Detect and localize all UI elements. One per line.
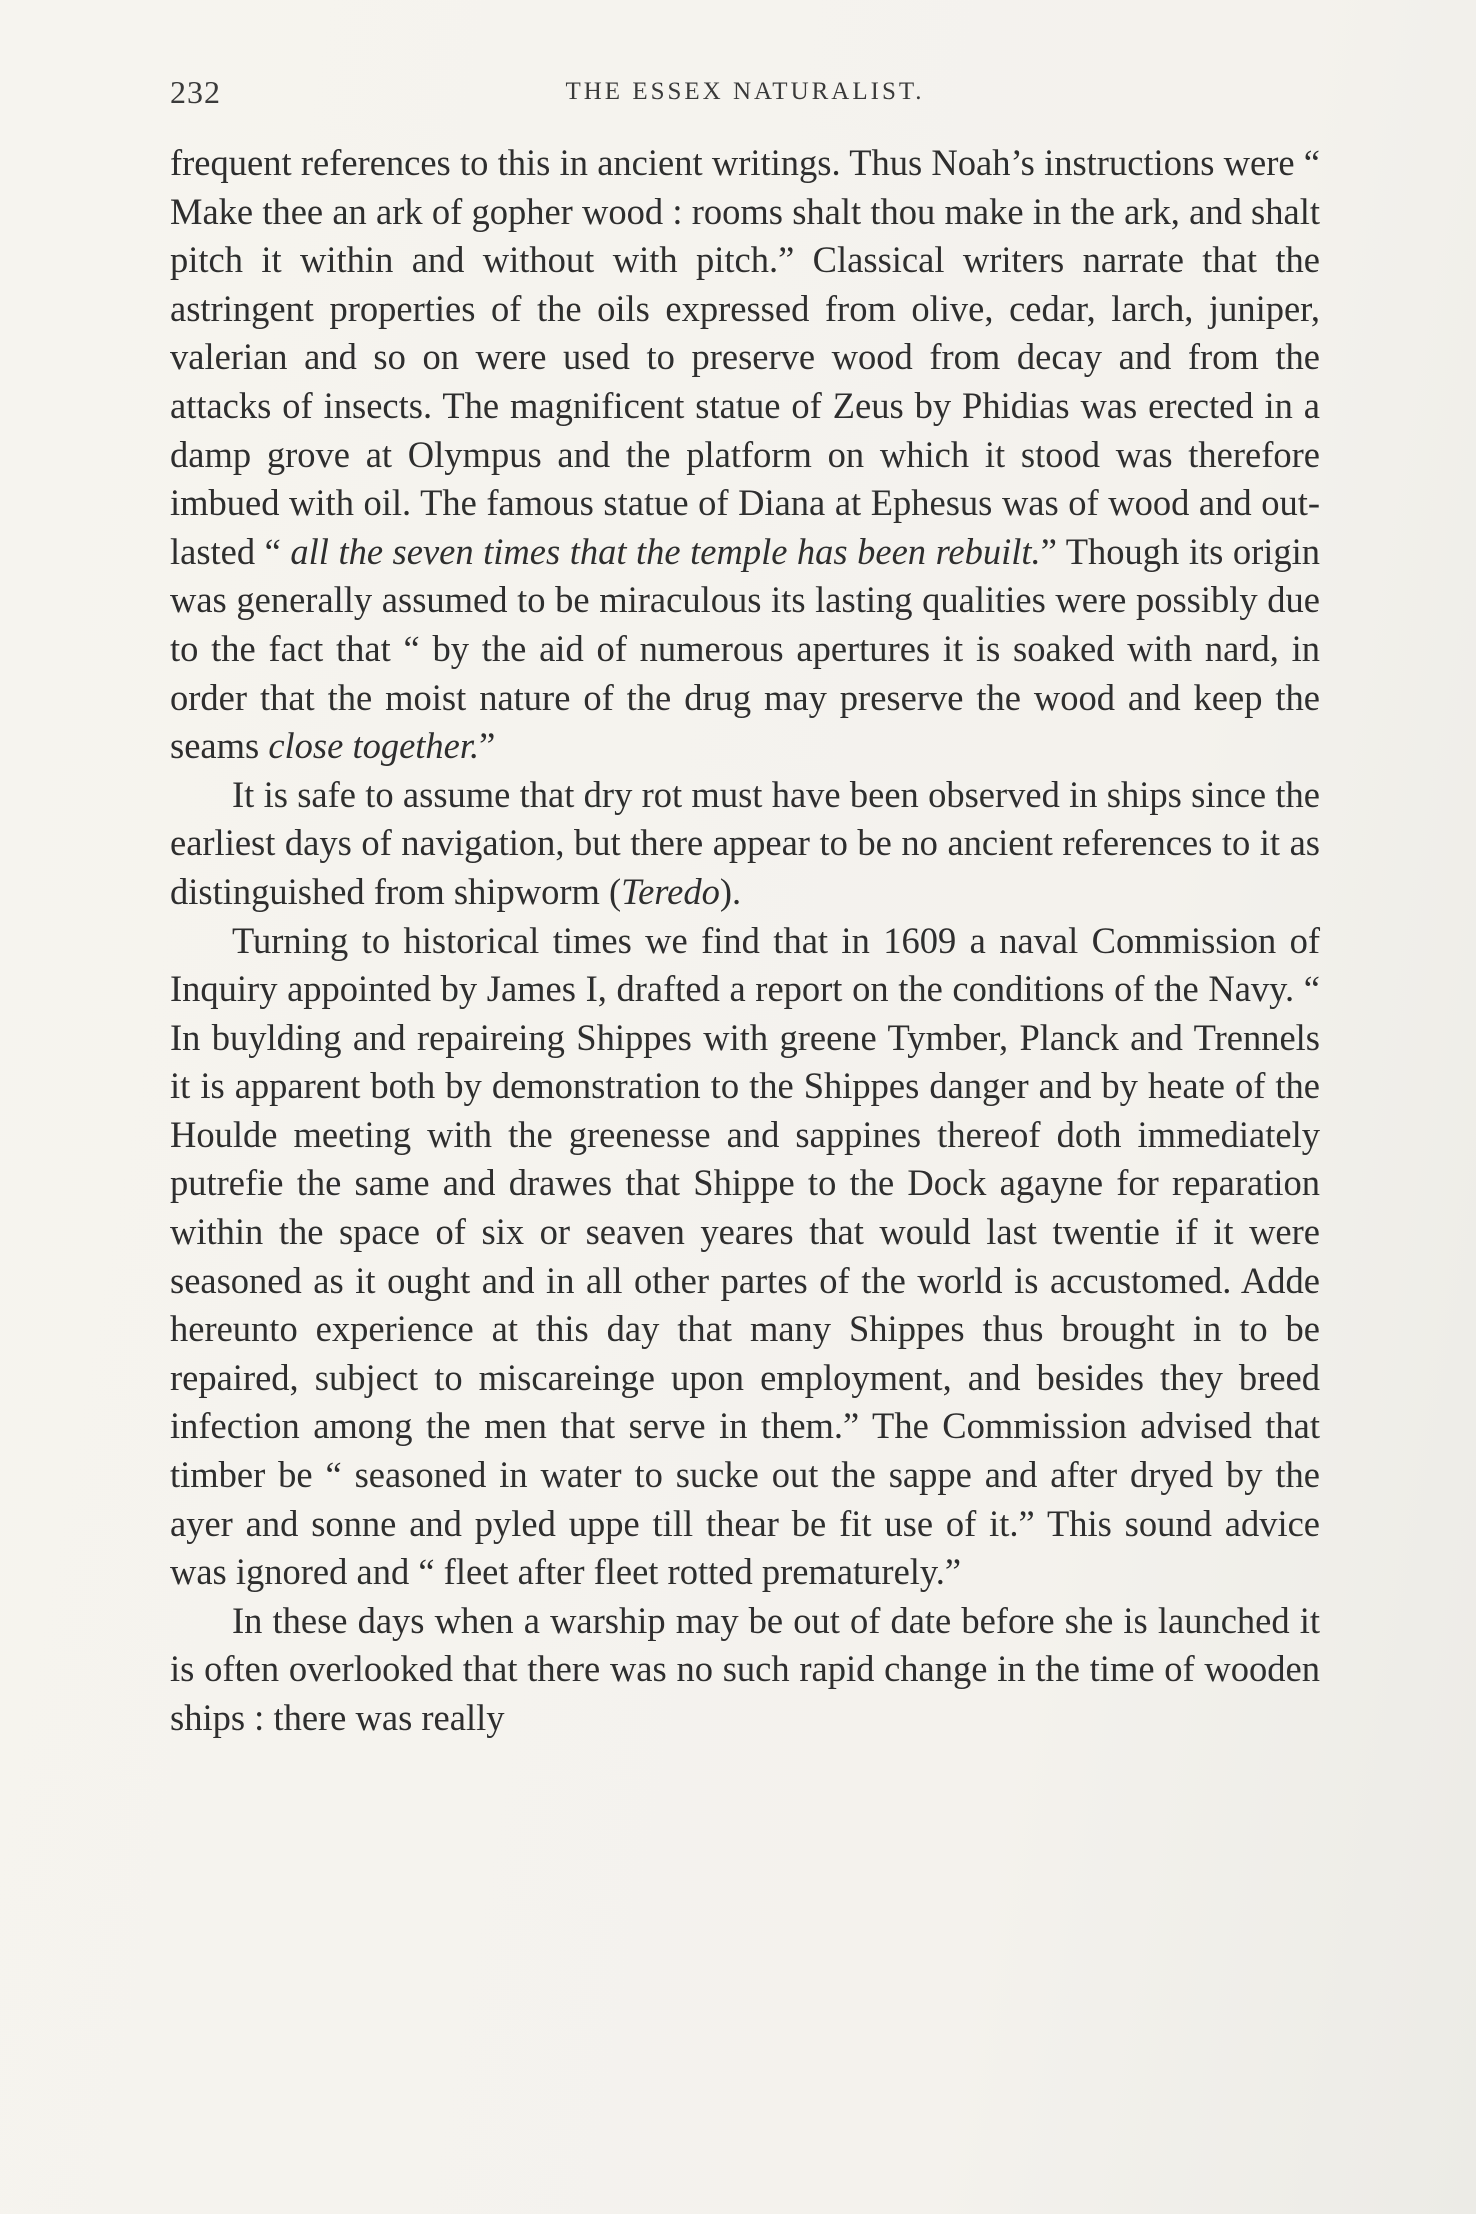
paragraph-dry-rot-ships <box>170 771 1320 917</box>
running-title: THE ESSEX NATURALIST. <box>565 78 925 105</box>
italic-term: Teredo <box>621 870 720 912</box>
italic-quote: close together. <box>268 725 480 767</box>
text-segment: Turning to historical times we find that in 1609 a naval Commission of Inquiry appointed by James I, drafted a report on the conditions of the Navy. “ In buylding and repaireing Shippes with greene Tymber, Planck and Trennels it is apparent both by demonstration to the Shippes danger and by heate of the Houlde meeting with the greenesse and sappines thereof doth immediately putrefie the same and drawes that Shippe to the Dock agayne for reparation within the space of six or seaven yeares that would last twentie if it were seasoned as it ought and in all other partes of the world is accustomed. Adde hereunto experience at this day that many Shippes thus brought in to be repaired, subject to miscareinge upon employment, and besides they breed infection among the men that serve in them.” The Commission advised that timber be “ seasoned in water to sucke out the sappe and after dryed by the ayer and sonne and pyled uppe till thear be fit use of it.” This sound advice was ignored and “ fleet after fleet rotted prematurely.” <box>170 919 1320 1593</box>
paragraph-warships <box>170 1597 1320 1743</box>
paragraph-naval-commission <box>170 917 1320 1597</box>
page-number: 232 <box>170 74 221 110</box>
italic-quote: all the seven times that the temple has been rebuilt. <box>290 530 1041 572</box>
page-header <box>170 74 1320 114</box>
paragraph-ancient-references <box>170 139 1320 771</box>
text-segment: It is safe to assume that dry rot must have been observed in ships since the earliest days of navigation, but there appear to be no ancient references to it as distinguished from shipworm ( <box>170 773 1320 912</box>
text-segment: ” <box>479 725 496 767</box>
text-segment: frequent references to this in ancient writings. Thus Noah’s instructions were “ Make thee an ark of gopher wood : rooms shalt thou make in the ark, and shalt pitch it within and without with pitch.” Classical writers narrate that the astringent properties of the oils expressed from olive, cedar, larch, juniper, valerian and so on were used to preserve wood from decay and from the attacks of insects. The magnificent statue of Zeus by Phidias was erected in a damp grove at Olympus and the platform on which it stood was therefore imbued with oil. The famous statue of Diana at Ephesus was of wood and out-lasted “ <box>170 142 1320 572</box>
body-text <box>170 139 1320 1743</box>
text-segment: ). <box>719 870 742 912</box>
text-segment: ” Though its origin was generally assumed to be miraculous its lasting qualities were possibly due to the fact that “ by the aid of numerous apertures it is soaked with nard, in order that the moist nature of the drug may preserve the wood and keep the seams <box>170 530 1321 767</box>
text-segment: In these days when a warship may be out of date before she is launched it is often overlooked that there was no such rapid change in the time of wooden ships : there was really <box>170 1599 1320 1738</box>
